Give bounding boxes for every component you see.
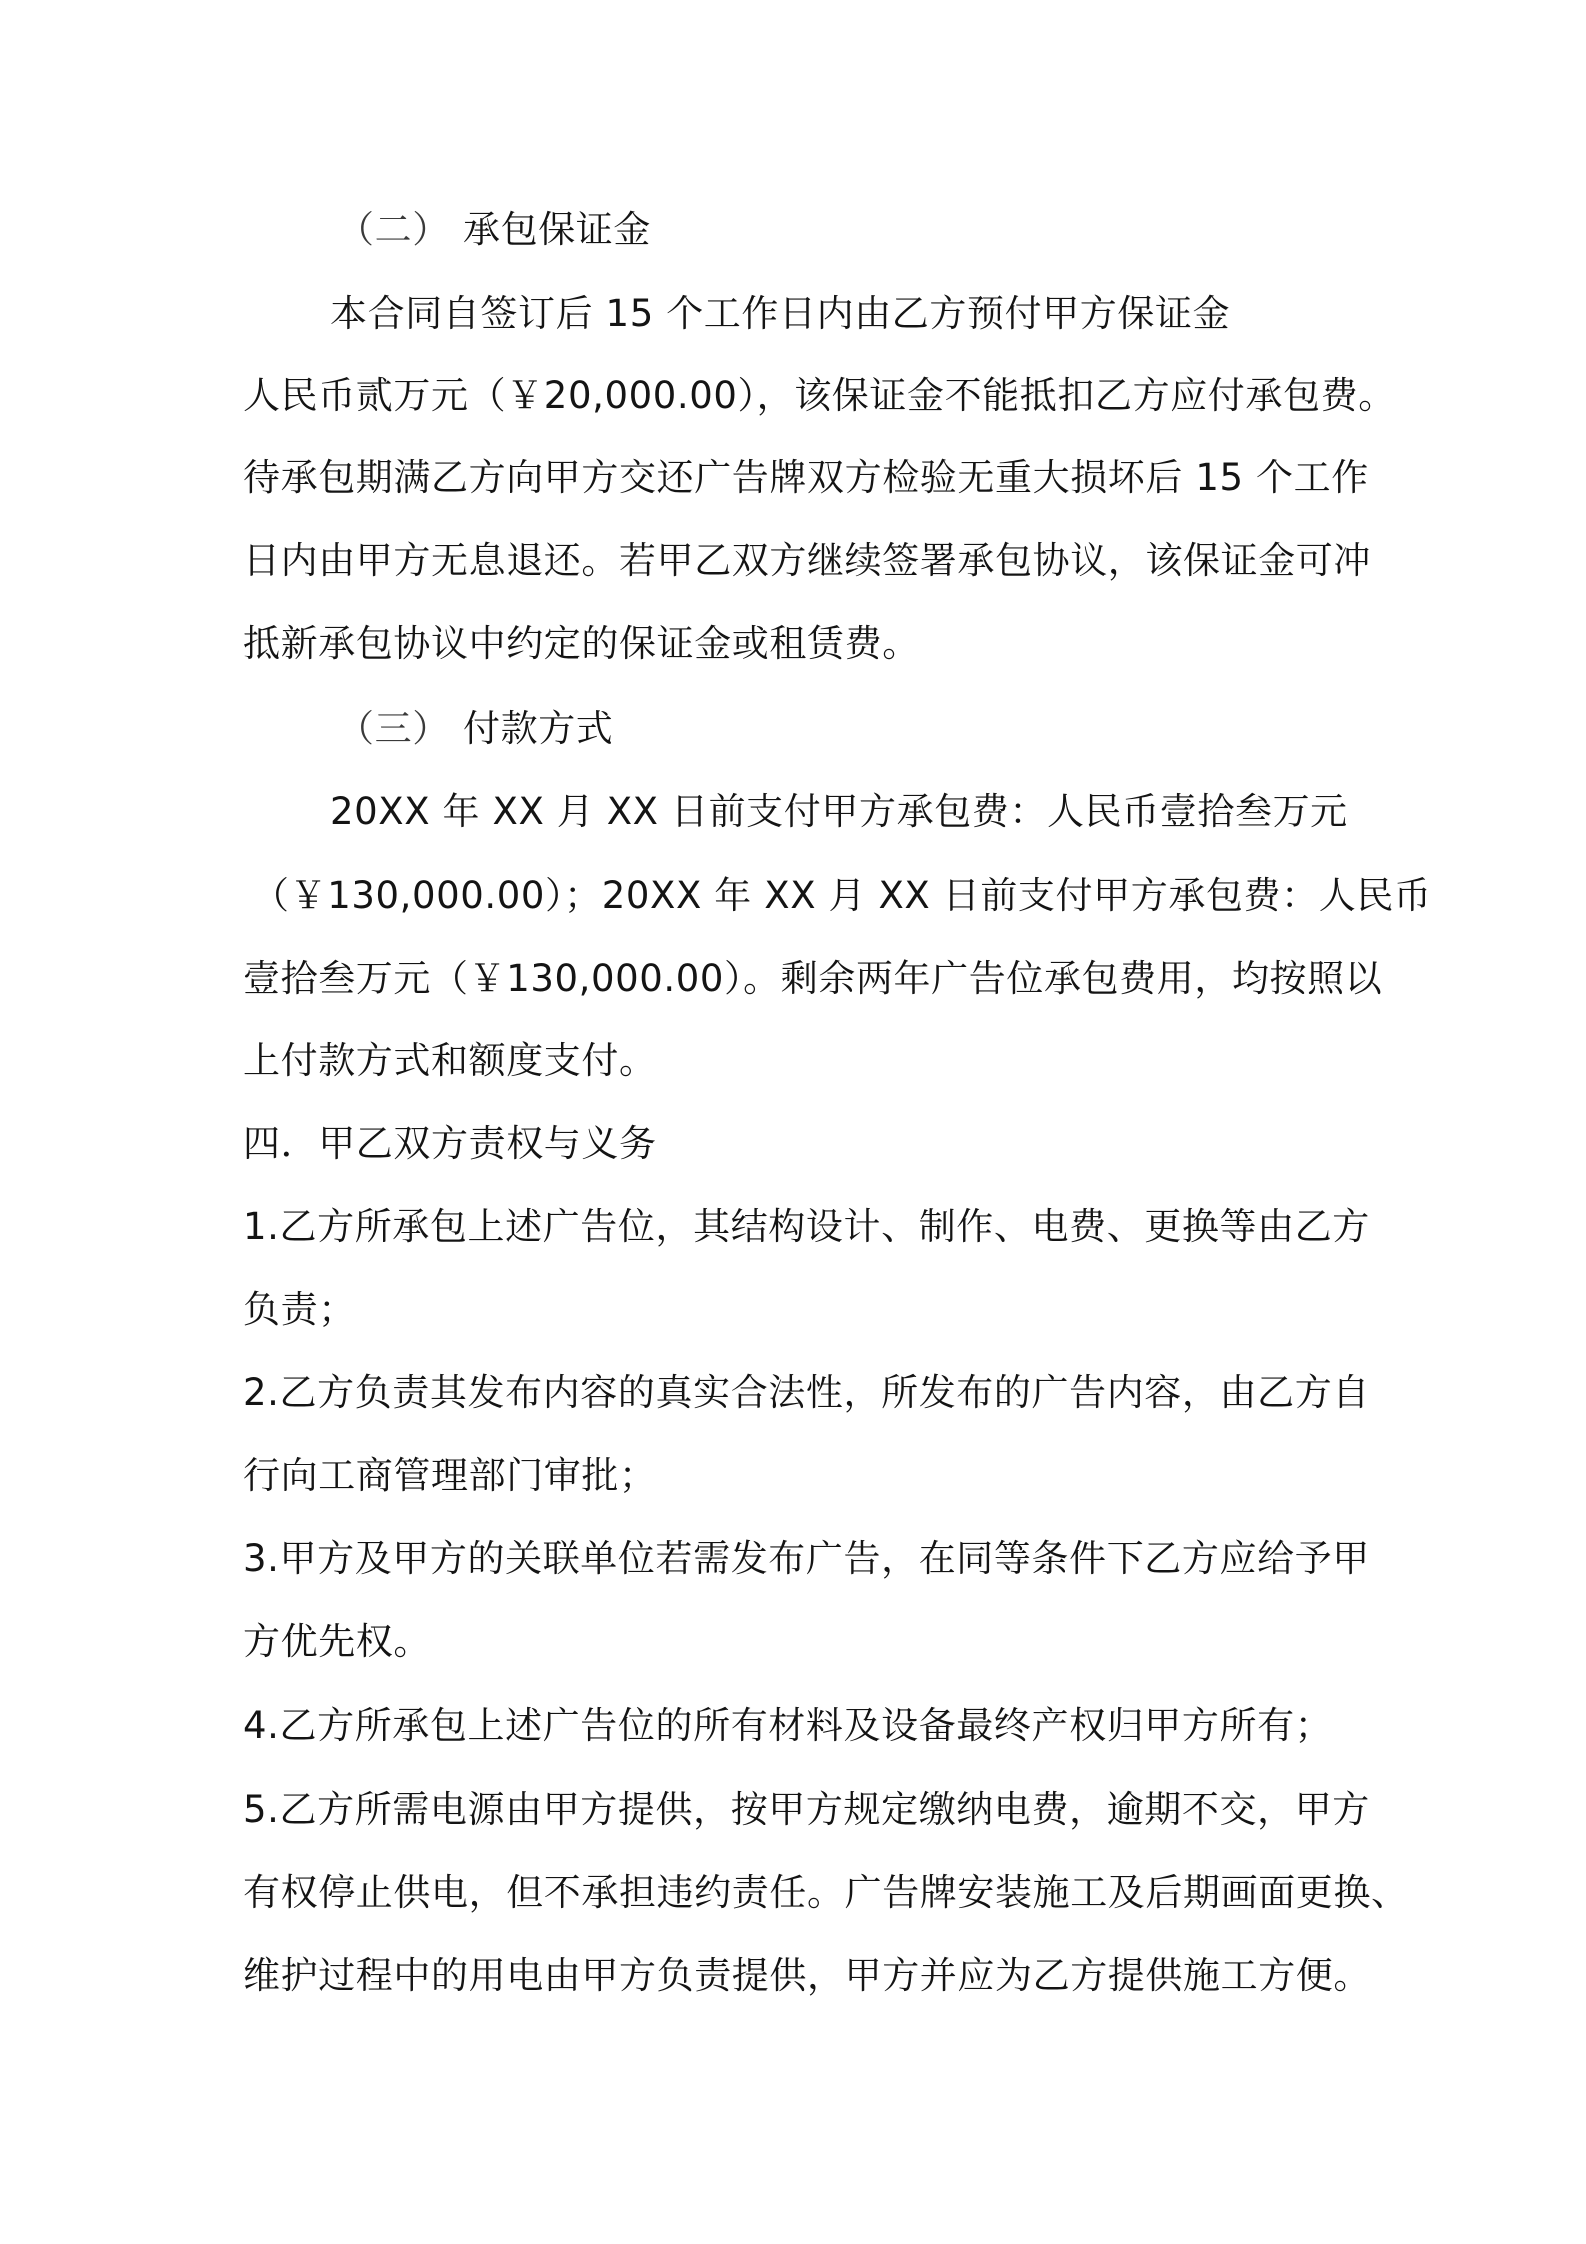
section-title: 付款方式: [463, 707, 614, 750]
paragraph-line: 抵新承包协议中约定的保证金或租赁费。: [243, 622, 920, 665]
list-item-line: 方优先权。: [243, 1620, 431, 1663]
paragraph-line: 人民币贰万元（￥20,000.00），该保证金不能抵扣乙方应付承包费。: [243, 374, 1396, 417]
paragraph-line: 壹拾叁万元（￥130,000.00）。剩余两年广告位承包费用，均按照以: [243, 957, 1383, 1000]
paragraph-line: （￥130,000.00）；20XX 年 XX 月 XX 日前支付甲方承包费：人民币: [252, 874, 1432, 917]
list-item-line: 5.乙方所需电源由甲方提供，按甲方规定缴纳电费，逾期不交，甲方: [243, 1788, 1370, 1831]
section-heading-payment: [337, 705, 613, 753]
section-number: （三）: [337, 707, 450, 750]
paragraph-line: 待承包期满乙方向甲方交还广告牌双方检验无重大损坏后 15 个工作: [243, 456, 1369, 499]
list-item-line: 1.乙方所承包上述广告位，其结构设计、制作、电费、更换等由乙方: [243, 1205, 1370, 1248]
list-item-line: 维护过程中的用电由甲方负责提供，甲方并应为乙方提供施工方便。: [243, 1954, 1371, 1997]
list-item-line: 行向工商管理部门审批；: [243, 1454, 657, 1497]
list-item-line: 4.乙方所承包上述广告位的所有材料及设备最终产权归甲方所有；: [243, 1704, 1333, 1747]
section-title: 承包保证金: [463, 208, 651, 251]
paragraph-line: 日内由甲方无息退还。若甲乙双方继续签署承包协议，该保证金可冲: [243, 539, 1371, 582]
list-item-line: 有权停止供电，但不承担违约责任。广告牌安装施工及后期画面更换、: [243, 1871, 1409, 1914]
list-item-line: 2.乙方负责其发布内容的真实合法性，所发布的广告内容，由乙方自: [243, 1371, 1370, 1414]
section-heading-deposit: [337, 206, 651, 254]
paragraph-line: 20XX 年 XX 月 XX 日前支付甲方承包费：人民币壹拾叁万元: [330, 790, 1348, 833]
paragraph-line: 本合同自签订后 15 个工作日内由乙方预付甲方保证金: [330, 292, 1231, 335]
list-item-line: 负责；: [243, 1288, 356, 1331]
section-number: （二）: [337, 208, 450, 251]
list-item-line: 3.甲方及甲方的关联单位若需发布广告，在同等条件下乙方应给予甲: [243, 1537, 1370, 1580]
section-heading-duties: 四．甲乙双方责权与义务: [243, 1122, 657, 1165]
paragraph-line: 上付款方式和额度支付。: [243, 1039, 657, 1082]
